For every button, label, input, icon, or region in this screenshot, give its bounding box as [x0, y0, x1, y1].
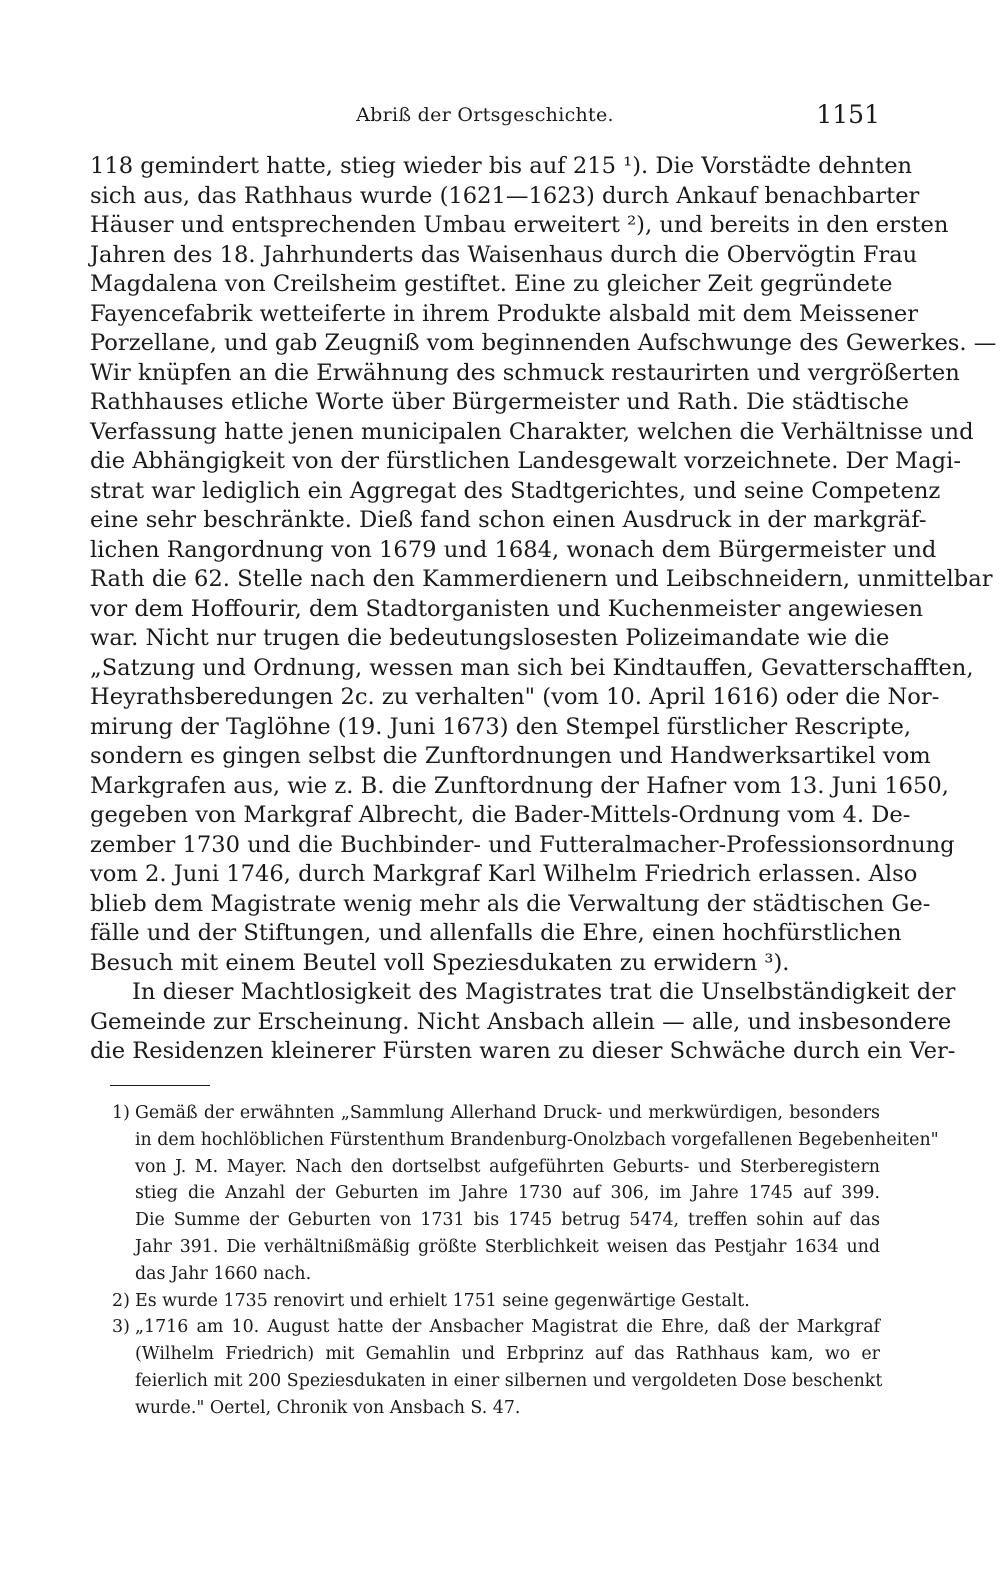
footnote-text: Es wurde 1735 renovirt und erhielt 1751 seine gegenwärtige Gestalt. [135, 1290, 750, 1311]
text-line: war. Nicht nur trugen die bedeutungslosesten Polizeimandate wie die [90, 625, 890, 651]
footnote-number: 2) [112, 1290, 130, 1311]
text-line: „Satzung und Ordnung, wessen man sich bei Kindtauffen, Gevatterschafften, [90, 654, 974, 681]
main-text [90, 152, 997, 1067]
text-line: zember 1730 und die Buchbinder- und Futteralmacher-Professionsordnung [90, 831, 955, 858]
footnote-line: stieg die Anzahl der Geburten im Jahre 1730 auf 306, im Jahre 1745 auf 399. [135, 1183, 880, 1204]
text-line: sich aus, das Rathhaus wurde (1621—1623) durch Ankauf benachbarter [90, 182, 920, 209]
paragraph-start-line: In dieser Machtlosigkeit des Magistrates trat die Unselbständigkeit der [132, 979, 956, 1005]
footnote-line: feierlich mit 200 Speziesdukaten in einer silbernen und vergoldeten Dose beschenkt [135, 1370, 883, 1391]
running-title: Abriß der Ortsgeschichte. [356, 104, 614, 126]
footnote-2 [90, 1288, 880, 1315]
footnote-number: 1) [112, 1103, 130, 1123]
footnote-3 [90, 1314, 883, 1421]
page-header [90, 100, 880, 134]
text-line: Fayencefabrik wetteiferte in ihrem Produkte alsbald mit dem Meissener [90, 300, 919, 327]
text-line: lichen Rangordnung von 1679 und 1684, wonach dem Bürgermeister und [90, 536, 937, 563]
text-line: Rathhauses etliche Worte über Bürgermeister und Rath. Die städtische [90, 389, 910, 415]
text-line: Verfassung hatte jenen municipalen Charakter, welchen die Verhältnisse und [90, 418, 974, 445]
footnote-line: Jahr 391. Die verhältnißmäßig größte Sterblichkeit weisen das Pestjahr 1634 und [135, 1236, 880, 1257]
text-line: die Residenzen kleinerer Fürsten waren zu dieser Schwäche durch ein Ver- [90, 1038, 956, 1064]
text-line: eine sehr beschränkte. Dieß fand schon einen Ausdruck in der markgräf- [90, 507, 927, 533]
footnote-text: Gemäß der erwähnten „Sammlung Allerhand Druck- und merkwürdigen, besonders [135, 1103, 880, 1123]
text-line: Markgrafen aus, wie z. B. die Zunftordnung der Hafner vom 13. Juni 1650, [90, 772, 949, 799]
footnote-line: Die Summe der Geburten von 1731 bis 1745 betrug 5474, treffen sohin auf das [135, 1210, 880, 1231]
footnote-line: in dem hochlöblichen Fürstenthum Brandenburg-Onolzbach vorgefallenen Begebenheiten" [135, 1129, 939, 1150]
footnote-1 [90, 1100, 939, 1288]
footnote-number: 3) [112, 1317, 130, 1338]
text-line: 118 gemindert hatte, stieg wieder bis auf 215 ¹). Die Vorstädte dehnten [90, 153, 913, 179]
footnote-line [90, 1288, 880, 1315]
text-line: vor dem Hoffourir, dem Stadtorganisten und Kuchenmeister angewiesen [90, 595, 924, 622]
text-line: Häuser und entsprechenden Umbau erweitert ²), und bereits in den ersten [90, 212, 949, 238]
text-line: gegeben von Markgraf Albrecht, die Bader-Mittels-Ordnung vom 4. De- [90, 802, 911, 828]
text-line: Heyrathsberedungen 2c. zu verhalten" (vom 10. April 1616) oder die Nor- [90, 684, 940, 710]
footnotes [90, 1100, 939, 1422]
text-line: strat war lediglich ein Aggregat des Stadtgerichtes, und seine Competenz [90, 477, 941, 504]
footnote-line: wurde." Oertel, Chronik von Ansbach S. 47. [135, 1397, 521, 1418]
text-line: Wir knüpfen an die Erwähnung des schmuck restaurirten und vergrößerten [90, 359, 960, 386]
text-line: die Abhängigkeit von der fürstlichen Landesgewalt vorzeichnete. Der Magi- [90, 448, 961, 474]
text-line: Gemeinde zur Erscheinung. Nicht Ansbach allein — alle, und insbesondere [90, 1008, 952, 1035]
text-line: Jahren des 18. Jahrhunderts das Waisenhaus durch die Obervögtin Frau [90, 241, 918, 268]
text-line: Magdalena von Creilsheim gestiftet. Eine zu gleicher Zeit gegründete [90, 271, 893, 297]
page-number: 1151 [816, 100, 880, 129]
text-line: Porzellane, und gab Zeugniß vom beginnenden Aufschwunge des Gewerkes. — [90, 330, 997, 356]
footnote-line [90, 1100, 880, 1127]
text-line: sondern es gingen selbst die Zunftordnungen und Handwerksartikel vom [90, 743, 931, 769]
text-line: mirung der Taglöhne (19. Juni 1673) den Stempel fürstlicher Rescripte, [90, 713, 912, 740]
footnote-line [90, 1314, 880, 1341]
text-line: fälle und der Stiftungen, und allenfalls die Ehre, einen hochfürstlichen [90, 920, 902, 946]
text-line: blieb dem Magistrate wenig mehr als die Verwaltung der städtischen Ge- [90, 890, 931, 917]
footnote-line: (Wilhelm Friedrich) mit Gemahlin und Erbprinz auf das Rathhaus kam, wo er [135, 1344, 880, 1365]
text-line: Rath die 62. Stelle nach den Kammerdienern und Leibschneidern, unmittelbar [90, 566, 993, 592]
paragraph-end-line: Besuch mit einem Beutel voll Speziesdukaten zu erwidern ³). [90, 949, 790, 976]
footnote-divider [110, 1085, 210, 1086]
footnote-line: von J. M. Mayer. Nach den dortselbst aufgeführten Geburts- und Sterberegistern [135, 1156, 880, 1177]
text-line: vom 2. Juni 1746, durch Markgraf Karl Wilhelm Friedrich erlassen. Also [90, 861, 918, 887]
footnote-text: „1716 am 10. August hatte der Ansbacher Magistrat die Ehre, daß der Markgraf [135, 1317, 880, 1338]
footnote-line: das Jahr 1660 nach. [135, 1263, 312, 1284]
